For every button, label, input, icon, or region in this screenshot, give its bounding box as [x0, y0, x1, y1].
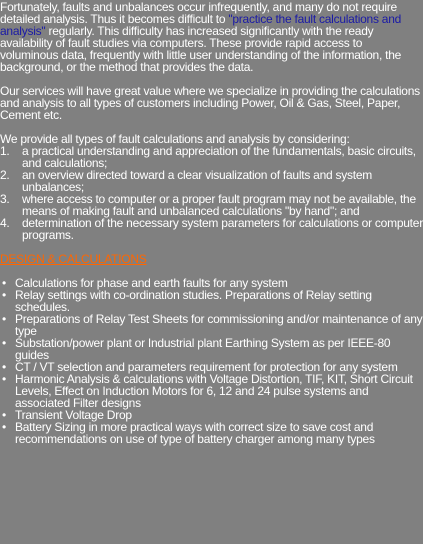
intro-before: Fortunately, faults and unbalances occur infrequently, and many do not require detailed analysis. Thus it becomes difficult to: [0, 0, 397, 26]
bullet-icon: •: [2, 420, 6, 434]
services-paragraph: Our services will have great value where we specialize in providing the calculations and analysis to all types of customers including Power, Oil & Gas, Steel, Paper, Cement etc.: [0, 84, 420, 122]
service-item: [0, 337, 423, 361]
considerations-list: [0, 145, 423, 241]
service-text: Preparations of Relay Test Sheets for commissioning and/or maintenance of any type: [15, 312, 423, 338]
service-text: Harmonic Analysis & calculations with Voltage Distortion, TIF, KIT, Short Circuit Levels, Effect on Induction Motors for 6, 12 and 24 pulse systems and associated Filter designs: [15, 372, 413, 410]
consideration-text: determination of the necessary system parameters for calculations or computer programs.: [22, 216, 423, 242]
bullet-icon: •: [2, 360, 6, 374]
consideration-text: an overview directed toward a clear visualization of faults and system unbalances;: [22, 168, 373, 194]
consideration-number: 4.: [0, 216, 10, 230]
content: [0, 1, 423, 445]
consideration-number: 3.: [0, 192, 10, 206]
consideration-text: a practical understanding and appreciation of the fundamentals, basic circuits, and calculations;: [22, 144, 416, 170]
service-text: Transient Voltage Drop: [15, 408, 132, 422]
bullet-icon: •: [2, 276, 6, 290]
service-item: [0, 421, 423, 445]
bullet-icon: •: [2, 312, 6, 326]
considering-intro: We provide all types of fault calculations and analysis by considering:: [0, 132, 350, 146]
bullet-icon: •: [2, 288, 6, 302]
service-text: Relay settings with co-ordination studies. Preparations of Relay setting schedules.: [15, 288, 372, 314]
services-list: [0, 277, 423, 445]
service-item: [0, 373, 423, 409]
service-text: Substation/power plant or Industrial plant Earthing System as per IEEE-80 guides: [15, 336, 391, 362]
intro-paragraph: [0, 1, 423, 73]
service-text: Calculations for phase and earth faults for any system: [15, 276, 288, 290]
consideration-number: 1.: [0, 144, 10, 158]
bullet-icon: •: [2, 372, 6, 386]
bullet-icon: •: [2, 336, 6, 350]
consideration-item: [0, 217, 423, 241]
section-heading: DESIGN & CALCULATIONS: [0, 252, 147, 266]
consideration-item: [0, 145, 423, 169]
consideration-item: [0, 193, 423, 217]
consideration-number: 2.: [0, 168, 10, 182]
service-text: Battery Sizing in more practical ways with correct size to save cost and recommendations on use of type of battery charger among many types: [15, 420, 375, 446]
service-item: [0, 289, 423, 313]
intro-after: regularly. This difficulty has increased significantly with the ready availability of fault studies via computers. These provide rapid access to voluminous data, frequently with little user understanding of the information, the background, or the method that provides the data.: [0, 24, 402, 74]
consideration-item: [0, 169, 423, 193]
intro-highlight: "practice the fault calculations and analysis": [0, 12, 402, 38]
consideration-text: where access to computer or a proper fault program may not be available, the means of making fault and unbalanced calculations "by hand"; and: [22, 192, 416, 218]
bullet-icon: •: [2, 408, 6, 422]
service-item: [0, 313, 423, 337]
service-text: CT / VT selection and parameters requirement for protection for any system: [15, 360, 398, 374]
